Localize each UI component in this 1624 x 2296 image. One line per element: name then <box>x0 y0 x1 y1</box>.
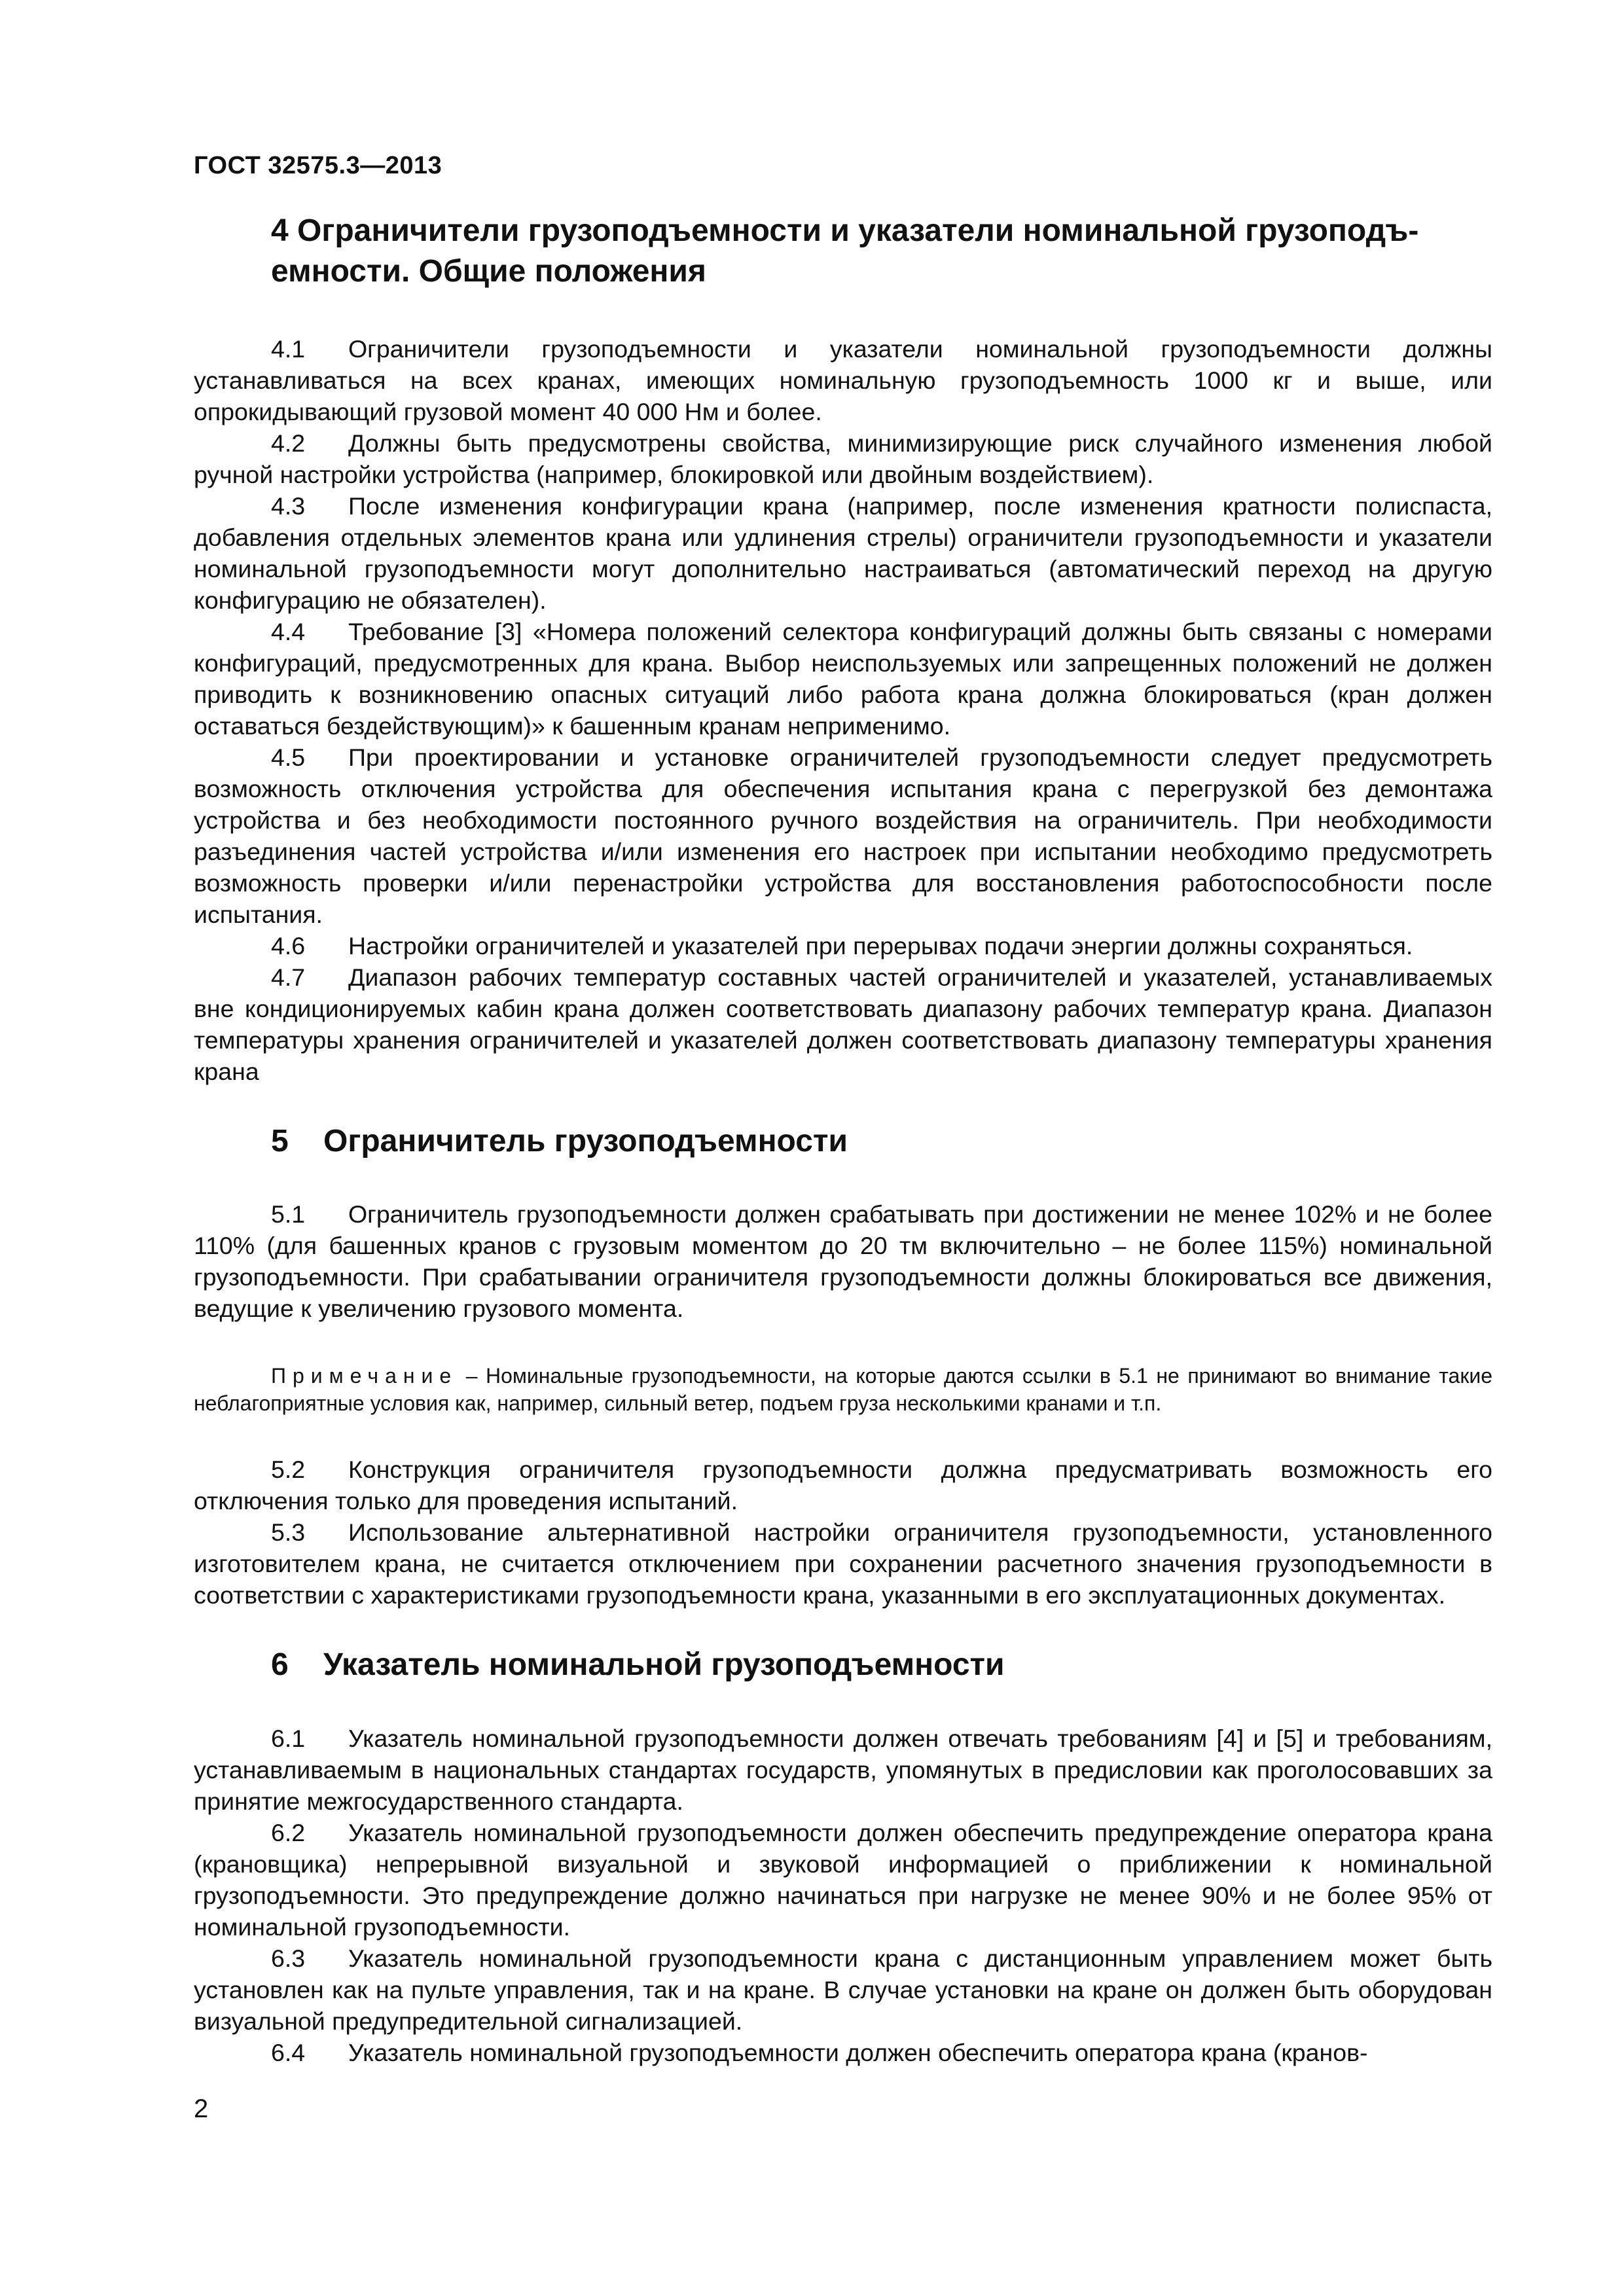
note-label: Примечание <box>271 1364 458 1388</box>
paragraph-text: Указатель номинальной грузоподъемности должен обеспечить оператора крана (кранов- <box>348 2038 1368 2066</box>
paragraph-4-4 <box>194 616 1492 742</box>
paragraph-number: 4.2 <box>271 429 306 457</box>
paragraph-4-7 <box>194 961 1492 1087</box>
paragraph-text: Должны быть предусмотрены свойства, минимизирующие риск случайного изменения любой ручной настройки устройства (например, блокировкой или двойным воздействием). <box>194 429 1492 488</box>
paragraph-4-3 <box>194 490 1492 616</box>
paragraph-text: Настройки ограничителей и указателей при перерывах подачи энергии должны сохраняться. <box>348 931 1413 960</box>
paragraph-text: Указатель номинальной грузоподъемности крана с дистанционным управлением может быть установлен как на пульте управления, так и на кране. В случае установки на кране он должен быть оборудован визуальной предупредительной сигнализацией. <box>194 1944 1492 2035</box>
document-body <box>194 211 1492 2068</box>
page-number: 2 <box>194 2094 209 2123</box>
section-4-title-line1: 4 Ограничители грузоподъемности и указатели номинальной грузоподъ- <box>271 213 1419 248</box>
section-6-title <box>194 1645 1492 1685</box>
section-5-title <box>194 1121 1492 1162</box>
paragraph-number: 6.1 <box>271 1724 306 1752</box>
paragraph-number: 6.4 <box>271 2038 306 2066</box>
paragraph-6-1 <box>194 1723 1492 1817</box>
paragraph-number: 5.1 <box>271 1200 306 1229</box>
paragraph-text: После изменения конфигурации крана (например, после изменения кратности полиспаста, добавления отдельных элементов крана или удлинения стрелы) ограничители грузоподъемности и указатели номинальной грузоподъемности могут дополнительно настраиваться (автоматический переход на другую конфигурацию не обязателен). <box>194 492 1492 614</box>
note-block <box>194 1362 1492 1417</box>
paragraph-4-5 <box>194 742 1492 930</box>
paragraph-number: 4.4 <box>271 617 306 645</box>
section-6-title-text: Указатель номинальной грузоподъемности <box>323 1647 1005 1683</box>
document-code-header: ГОСТ 32575.3—2013 <box>194 152 442 179</box>
paragraph-number: 6.3 <box>271 1944 306 1972</box>
paragraph-5-3 <box>194 1516 1492 1611</box>
paragraph-number: 5.2 <box>271 1456 306 1484</box>
paragraph-number: 4.6 <box>271 931 306 960</box>
paragraph-6-4 <box>194 2037 1492 2068</box>
paragraph-number: 6.2 <box>271 1818 306 1846</box>
paragraph-text: При проектировании и установке ограничителей грузоподъемности следует предусмотреть возможность отключения устройства для обеспечения испытания крана с перегрузкой без демонтажа устройства и без необходимости постоянного ручного воздействия на ограничитель. При необходимости разъединения частей устройства и/или изменения его настроек при испытании необходимо предусмотреть возможность проверки и/или перенастройки устройства для восстановления работоспособности после испытания. <box>194 743 1492 928</box>
paragraph-6-3 <box>194 1943 1492 2037</box>
paragraph-text: Использование альтернативной настройки ограничителя грузоподъемности, установленного изготовителем крана, не считается отключением при сохранении расчетного значения грузоподъемности в соответствии с характеристиками грузоподъемности крана, указанными в его эксплуатационных документах. <box>194 1518 1492 1609</box>
paragraph-text: Требование [3] «Номера положений селектора конфигураций должны быть связаны с номерами конфигураций, предусмотренных для крана. Выбор неиспользуемых или запрещенных положений не должен приводить к возникновению опасных ситуаций либо работа крана должна блокироваться (кран должен оставаться бездействующим)» к башенным кранам неприменимо. <box>194 617 1492 740</box>
paragraph-number: 4.7 <box>271 963 306 991</box>
section-6-number: 6 <box>271 1647 289 1683</box>
paragraph-text: Ограничитель грузоподъемности должен срабатывать при достижении не менее 102% и не более 110% (для башенных кранов с грузовым моментом до 20 тм включительно – не более 115%) номинальной грузоподъемности. При срабатывании ограничителя грузоподъемности должны блокироваться все движения, ведущие к увеличению грузового момента. <box>194 1200 1492 1323</box>
paragraph-text: Ограничители грузоподъемности и указатели номинальной грузоподъемности должны устанавливаться на всех кранах, имеющих номинальную грузоподъемность 1000 кг и выше, или опрокидывающий грузовой момент 40 000 Нм и более. <box>194 334 1492 425</box>
paragraph-6-2 <box>194 1817 1492 1943</box>
paragraph-text: Диапазон рабочих температур составных частей ограничителей и указателей, устанавливаемых вне кондиционируемых кабин крана должен соответствовать диапазону рабочих температур крана. Диапазон температуры хранения ограничителей и указателей должен соответствовать диапазону температуры хранения крана <box>194 963 1492 1085</box>
paragraph-text: Указатель номинальной грузоподъемности должен отвечать требованиям [4] и [5] и требованиям, устанавливаемым в национальных стандартах государств, упомянутых в предисловии как проголосовавших за принятие межгосударственного стандарта. <box>194 1724 1492 1815</box>
paragraph-5-2 <box>194 1454 1492 1516</box>
section-5-title-text: Ограничитель грузоподъемности <box>323 1123 848 1158</box>
paragraph-number: 4.1 <box>271 334 306 363</box>
paragraph-4-1 <box>194 333 1492 427</box>
paragraph-4-6 <box>194 930 1492 961</box>
paragraph-number: 4.5 <box>271 743 306 771</box>
section-5-number: 5 <box>271 1123 289 1158</box>
paragraph-4-2 <box>194 427 1492 490</box>
paragraph-5-1 <box>194 1198 1492 1324</box>
paragraph-number: 5.3 <box>271 1518 306 1547</box>
note-text: – Номинальные грузоподъемности, на которые даются ссылки в 5.1 не принимают во внимание такие неблагоприятные условия как, например, сильный ветер, подъем груза несколькими кранами и т.п. <box>194 1364 1493 1416</box>
paragraph-text: Указатель номинальной грузоподъемности должен обеспечить предупреждение оператора крана (крановщика) непрерывной визуальной и звуковой информацией о приближении к номинальной грузоподъемности. Это предупреждение должно начинаться при нагрузке не менее 90% и не более 95% от номинальной грузоподъемности. <box>194 1818 1492 1941</box>
section-4-title <box>194 211 1492 293</box>
section-4-title-line2: емности. Общие положения <box>271 254 706 289</box>
paragraph-number: 4.3 <box>271 492 306 520</box>
paragraph-text: Конструкция ограничителя грузоподъемности должна предусматривать возможность его отключения только для проведения испытаний. <box>194 1456 1492 1515</box>
